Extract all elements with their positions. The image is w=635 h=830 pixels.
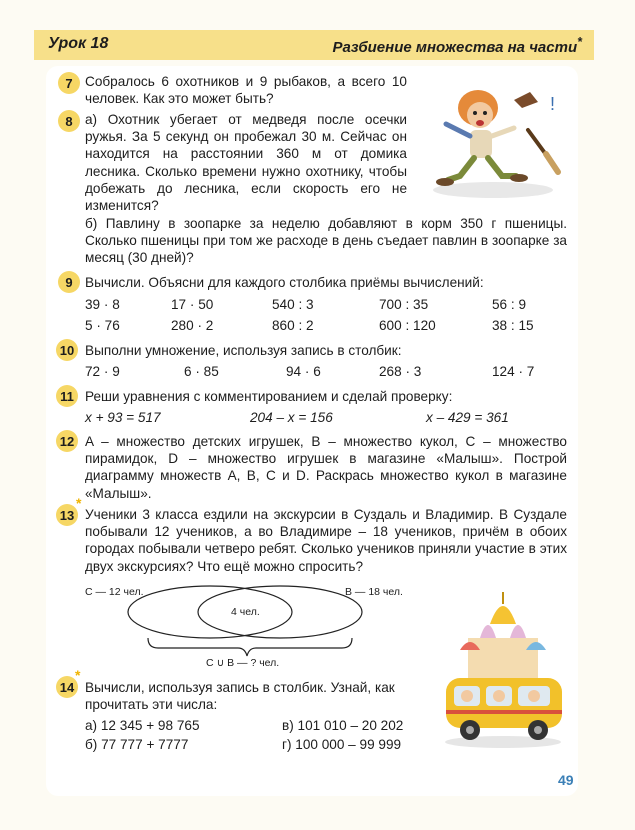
task-8a-text: а) Охотник убегает от медведя после осечки ружья. За 5 секунд он пробежал 30 м. Сейчас он находится на расстоянии 360 м от домика лесника. Сколько времени нужно охотнику, чтобы добежать до лесника, если скорость его не изменится? [85, 112, 407, 214]
expression: 540 : 3 [272, 297, 314, 312]
task-number-14: 14 [56, 676, 78, 698]
expression: 39 · 8 [85, 297, 120, 312]
star-mark: * [75, 667, 81, 683]
expression: 124 · 7 [492, 364, 535, 379]
task-14-c: в) 101 010 – 20 202 [282, 718, 404, 733]
task-11-text: Реши уравнения с комментированием и сделай проверку: [85, 389, 453, 404]
task-number-10: 10 [56, 339, 78, 361]
bus-illustration [438, 590, 568, 750]
union-label: C ∪ B — ? чел. [206, 657, 280, 669]
expression: 56 : 9 [492, 297, 527, 312]
set-c-ellipse [128, 586, 292, 638]
task-14-text: Вычисли, используя запись в столбик. Узнай, как прочитать эти числа: [85, 680, 395, 713]
lesson-header [34, 30, 594, 60]
equation: x – 429 = 361 [426, 410, 509, 425]
expression: 94 · 6 [286, 364, 321, 379]
task-10-text: Выполни умножение, используя запись в столбик: [85, 343, 402, 358]
intersection-label: 4 чел. [231, 606, 260, 618]
expression: 860 : 2 [272, 318, 314, 333]
expression: 280 · 2 [171, 318, 214, 333]
expression: 600 : 120 [379, 318, 436, 333]
expression: 268 · 3 [379, 364, 422, 379]
task-14-d: г) 100 000 – 99 999 [282, 737, 402, 752]
expression: 5 · 76 [85, 318, 120, 333]
star-mark: * [76, 495, 82, 511]
lesson-number: Урок 18 [48, 35, 109, 52]
task-number-8: 8 [58, 110, 80, 132]
hunter-illustration [418, 80, 568, 200]
task-14-b: б) 77 777 + 7777 [85, 737, 189, 752]
set-c-label: C — 12 чел. [85, 586, 144, 598]
task-number-9: 9 [58, 271, 80, 293]
set-b-label: B — 18 чел. [345, 586, 403, 598]
equation: 204 – x = 156 [250, 410, 333, 425]
task-number-12: 12 [56, 430, 78, 452]
expression: 72 · 9 [85, 364, 120, 379]
task-number-7: 7 [58, 72, 80, 94]
expression: 6 · 85 [184, 364, 219, 379]
union-brace [148, 638, 352, 656]
task-8b-text: б) Павлину в зоопарке за неделю добавляют в корм 350 г пшеницы. Сколько пшеницы при том же расходе в день съедает павлин в зоопарке за месяц (30 дней)? [85, 216, 567, 266]
expression: 38 : 15 [492, 318, 534, 333]
lesson-title: Разбиение множества на части* [332, 35, 582, 56]
task-9-text: Вычисли. Объясни для каждого столбика приёмы вычислений: [85, 275, 484, 290]
page-number: 49 [558, 772, 574, 788]
task-12-text: A – множество детских игрушек, B – множество кукол, C – множество пирамидок, D – множество игрушек в магазине «Малыш». Построй диаграмму множеств A, B, C и D. Раскрась множество кукол в магазине «Малыш». [85, 434, 567, 501]
task-number-13: 13 [56, 504, 78, 526]
svg-text:!: ! [550, 94, 556, 114]
expression: 700 : 35 [379, 297, 429, 312]
task-14-a: а) 12 345 + 98 765 [85, 718, 200, 733]
task-7-text: Собралось 6 охотников и 9 рыбаков, а всего 10 человек. Как это может быть? [85, 74, 407, 107]
expression: 17 · 50 [171, 297, 214, 312]
equation: x + 93 = 517 [85, 410, 161, 425]
task-13-text: Ученики 3 класса ездили на экскурсии в Суздаль и Владимир. В Суздале побывали 12 учеников, а во Владимире – 18 учеников, причём в обоих городах побывали четверо ребят. Сколько учеников приняли участие в этих двух экскурсиях? Что ещё можно спросить? [85, 507, 567, 574]
task-number-11: 11 [56, 385, 78, 407]
set-b-ellipse [198, 586, 362, 638]
